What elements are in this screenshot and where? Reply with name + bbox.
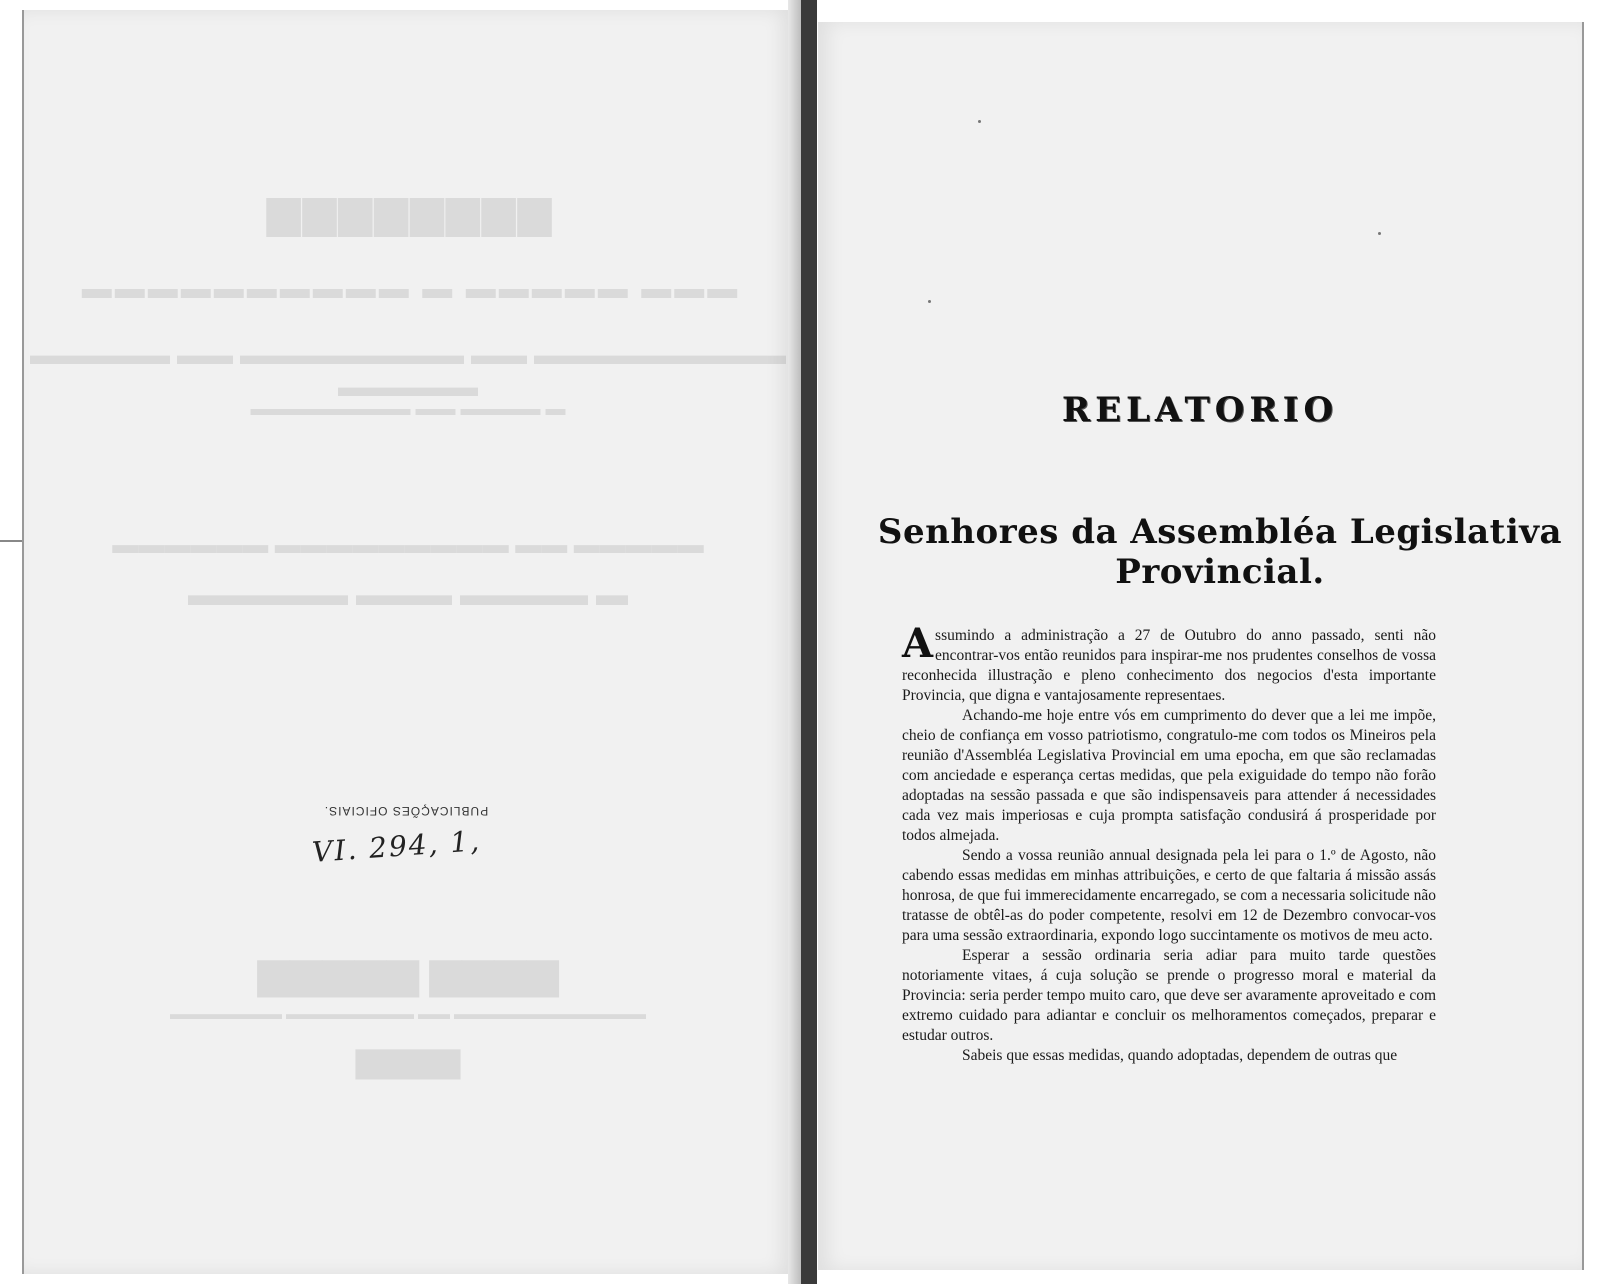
drop-cap: A — [902, 620, 934, 667]
paper-speck — [928, 300, 931, 303]
right-page — [818, 22, 1584, 1270]
book-spine — [801, 0, 817, 1284]
handwritten-reference: VI. 294, 1, — [311, 824, 482, 869]
page-edge-shadow — [788, 0, 801, 1284]
paragraph-2: Achando-me hoje entre vós em cumprimento do dever que a lei me impõe, cheio de confiança em vosso patriotismo, congratulo-me com todos os Mineiros pela reunião d'Assembléa Legislativa Provincial em uma epocha, em que são reclamadas com anciedade e esperança certas medidas, que pela exiguidade do tempo não forão adoptadas na sessão passada e que são indispensaveis para attender á necessidades cada vez mais imperiosas e cuja prompta satisfação condusirá á prosperidade por todos almejada. — [902, 707, 1436, 844]
paragraph-1 — [902, 620, 1436, 706]
paper-speck — [1378, 232, 1381, 235]
paragraph-3: Sendo a vossa reunião annual designada pela lei para o 1.º de Agosto, não cabendo essas medidas em minhas attribuições, e certo de que faltaria á missão assás honrosa, de que fui immerecidamente encarregado, se com a necessaria solicitude não tratasse de obtêl-as do poder competente, resolvi em 12 de Dezembro convocar-vos para uma sessão extraordinaria, expondo logo succintamente os motivos de meu acto. — [902, 847, 1436, 944]
paragraph-4: Esperar a sessão ordinaria seria adiar para muito tarde questões notoriamente vitaes, á cuja solução se prende o progresso moral e material da Provincia: seria perder tempo muito caro, que deve ser avaramente aproveitado e com extremo cuidado para adiantar e concluir os melhoramentos começados, preparar e estudar outros. — [902, 947, 1436, 1044]
paper-speck — [978, 120, 981, 123]
left-page — [22, 10, 792, 1274]
paragraph-5: Sabeis que essas medidas, quando adoptadas, dependem de outras que — [962, 1047, 1398, 1064]
document-title: RELATORIO — [1061, 390, 1339, 430]
body-text — [902, 620, 1436, 1066]
library-stamp: PUBLICAÇÕES OFICIAIS. — [323, 804, 489, 818]
bleed-through-reverse-text: ▆▆▆▆▆▆▆▆ ▬▬▬ ▬▬▬▬▬ ▬ ▬▬▬▬▬▬▬▬▬▬ ▬▬▬▬▬▬▬▬▬ ▬▬ ▬▬▬▬▬▬▬▬ ▬▬ ▬▬▬▬▬ ▬▬▬▬▬ ▬ ▬▬▬▬ ▬▬ ▬▬▬▬▬▬▬▬ ▬▬▬▬▬ ▬▬ ▬▬▬▬▬▬▬▬▬ ▬▬▬▬▬▬ ▬ ▬▬▬▬ ▬▬▬ ▬▬▬▬▬ ▆▆▆▆ ▆▆▆▆▆ ▬▬▬▬▬▬▬▬▬▬▬▬ ▬▬ ▬▬▬▬▬▬▬▬ ▬▬▬▬▬▬▬ ▆▆▆▆ — [30, 187, 786, 1079]
scan-edge-mark — [0, 540, 22, 542]
salutation-heading: Senhores da Assembléa Legislativa Provincial. — [877, 512, 1563, 592]
paragraph-1-text: ssumindo a administração a 27 de Outubro do anno passado, senti não encontrar-vos então reunidos para inspirar-me nos prudentes conselhos de vossa reconhecida illustração e pleno conhecimento dos negocios d'esta importante Provincia, que digna e vantajosamente representaes. — [902, 627, 1436, 704]
